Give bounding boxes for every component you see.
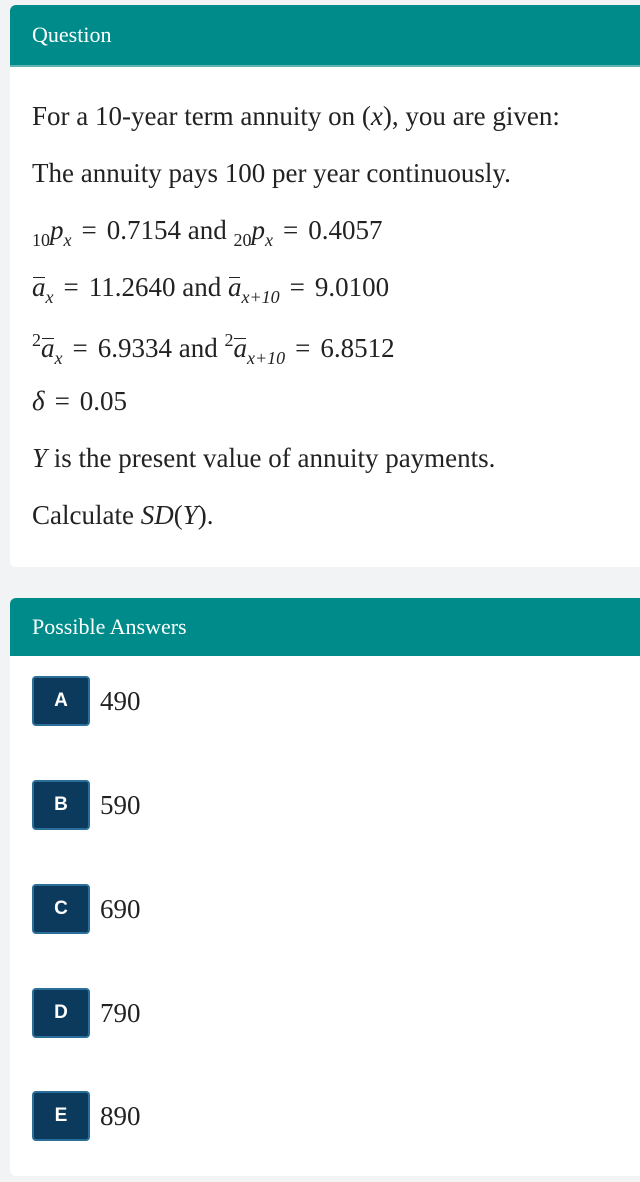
p-subscript-1: x	[63, 230, 72, 250]
a2-superscript-1: 2	[32, 330, 41, 350]
answer-value: 790	[100, 997, 141, 1028]
p-subscript-2: x	[264, 230, 273, 250]
answer-value: 590	[100, 789, 141, 820]
delta-symbol: δ	[32, 386, 45, 416]
a2-subscript-2: x+10	[246, 348, 286, 368]
answer-letter-badge[interactable]: C	[32, 884, 90, 934]
a2-bar-symbol-1: a	[41, 333, 55, 363]
answer-option-b[interactable]	[32, 780, 141, 830]
a2-and: and	[178, 333, 218, 363]
answer-option-e[interactable]	[32, 1091, 141, 1141]
answer-value: 490	[100, 685, 141, 716]
a-and: and	[182, 272, 222, 302]
p-value-2: 0.4057	[308, 215, 383, 245]
answer-letter-badge[interactable]: E	[32, 1091, 90, 1141]
y-definition-line	[32, 445, 495, 472]
calculate-text: Calculate	[32, 500, 141, 530]
y-definition-text: is the present value of annuity payments.	[47, 443, 496, 473]
p-prefix-1: 10	[32, 230, 50, 250]
intro-line: For a 10-year term annuity on (x), you are given:	[32, 101, 560, 131]
a-bar-symbol-2: a	[227, 272, 242, 302]
sd-argument: Y	[182, 500, 198, 530]
answer-option-a[interactable]	[32, 676, 141, 726]
answer-option-c[interactable]	[32, 884, 141, 934]
survival-probabilities-line: $_{10}p_x = 0.7154$ and $_{20}p_x = 0.4057$	[32, 215, 383, 250]
a2-subscript-1: x	[54, 348, 63, 368]
calculate-line: Calculate SD(Y).	[32, 500, 214, 530]
a2-superscript-2: 2	[224, 330, 234, 350]
answer-value: 890	[100, 1100, 141, 1131]
p-and: and	[187, 215, 227, 245]
intro-text: For a 10-year term annuity on	[32, 101, 356, 131]
answer-letter-badge[interactable]: B	[32, 780, 90, 830]
a2-value-2: 6.8512	[320, 333, 395, 363]
question-header: Question	[10, 5, 640, 67]
question-card	[10, 5, 640, 567]
delta-value: 0.05	[79, 386, 128, 416]
calculate-tail: .	[206, 500, 214, 530]
answer-value: 690	[100, 893, 141, 924]
a-value-2: 9.0100	[314, 272, 390, 302]
a-bar-symbol-1: a	[32, 272, 46, 302]
answer-letter-badge[interactable]: D	[32, 988, 90, 1038]
a2-value-1: 6.9334	[97, 333, 172, 363]
p-value-1: 0.7154	[106, 215, 181, 245]
a-subscript-2: x+10	[241, 287, 280, 307]
delta-line: δ = 0.05	[32, 386, 128, 416]
answer-letter-badge[interactable]: A	[32, 676, 90, 726]
a-value-1: 11.2640	[88, 272, 176, 302]
p-symbol-2: p	[251, 215, 265, 245]
y-variable: Y	[32, 443, 48, 473]
a2-bar-symbol-2: a	[233, 333, 247, 363]
intro-tail: , you are given:	[391, 101, 560, 131]
answers-header: Possible Answers	[10, 598, 640, 656]
intro-variable: x	[370, 101, 383, 131]
pays-line: The annuity pays 100 per year continuously.	[32, 158, 511, 188]
second-moment-line: $^2a_x = 6.9334$ and $^2a_{x+10} = 6.8512$	[32, 330, 395, 368]
p-prefix-2: 20	[233, 230, 252, 250]
answers-card	[10, 598, 640, 1176]
p-symbol-1: p	[50, 215, 64, 245]
a-subscript-1: x	[45, 287, 54, 307]
sd-function: SD	[140, 500, 174, 530]
annuity-values-line: $a_x = 11.2640$ and $a_{x+10} = 9.0100$	[32, 272, 390, 307]
answer-option-d[interactable]	[32, 988, 141, 1038]
